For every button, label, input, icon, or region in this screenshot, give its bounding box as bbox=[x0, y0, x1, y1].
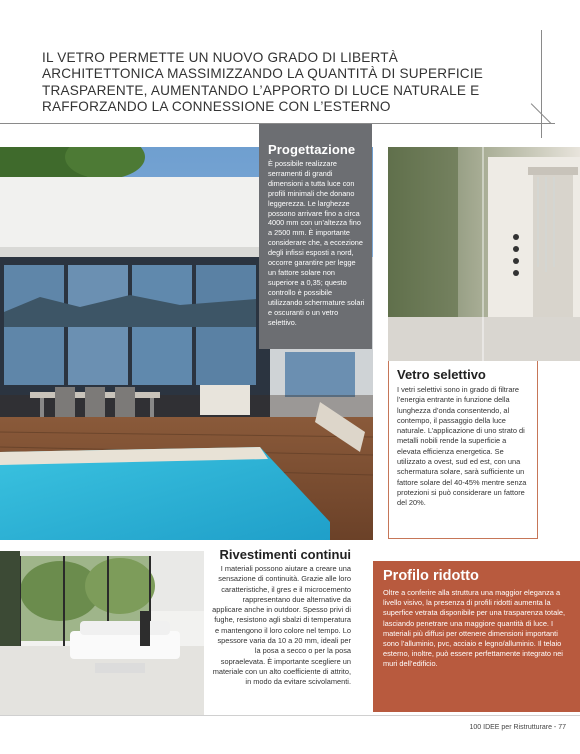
profilo-ridotto-box bbox=[373, 561, 580, 712]
page-headline: IL VETRO PERMETTE UN NUOVO GRADO DI LIBERTÀ ARCHITETTONICA MASSIMIZZANDO LA QUANTITÀ DI SUPERFICIE TRASPARENTE, AUMENTANDO L’APPORTO DI LUCE NATURALE E RAFFORZANDO LA CONNESSIONE CON L’ESTERNO bbox=[42, 50, 484, 115]
progettazione-title: Progettazione bbox=[268, 142, 356, 157]
header-vertical-rule bbox=[541, 30, 542, 138]
progettazione-box bbox=[259, 124, 372, 349]
vetro-selettivo-box bbox=[388, 361, 538, 539]
profilo-ridotto-title: Profilo ridotto bbox=[383, 568, 479, 584]
vetro-selettivo-title: Vetro selettivo bbox=[397, 367, 486, 382]
profilo-ridotto-body: Oltre a conferire alla struttura una maggior eleganza a livello visivo, la presenza di profili ridotti aumenta la superfice vetrata disponibile per una trasparenza totale, lasciando penetrare una maggiore quantità di luce. I materiali più diffusi per ottenere dimensioni importanti sono l’alluminio, pvc, acciaio e legno/alluminio. Il telaio esterno, inoltre, può essere perfettamente integrato nei muri dell’edificio. bbox=[383, 588, 566, 669]
progettazione-body: È possibile realizzare serramenti di grandi dimensioni a tutta luce con profili minimali che donano leggerezza. Le larghezze possono arrivare fino a circa 4000 mm con un’altezza fino a 2500 mm. È importante considerare che, a eccezione degli infissi esposti a nord, occorre garantire per legge un fattore solare non superiore a 0,35; questo controllo è possibile utilizzando schermature solari e oscuranti o un vetro selettivo. bbox=[268, 159, 365, 327]
rivestimenti-box bbox=[204, 541, 357, 715]
rivestimenti-title: Rivestimenti continui bbox=[219, 547, 351, 562]
footer-rule bbox=[0, 715, 580, 716]
rivestimenti-body: I materiali possono aiutare a creare una sensazione di continuità. Grazie alle loro caratteristiche, il gres e il microcemento rappresentano due alternative da applicare anche in outdoor. Spesso privi di fughe, resistono agli sbalzi di temperatura e mantengono il loro colore nel tempo. Lo spessore varia da 10 a 20 mm, ideali per la posa a secco o per la posa sopraelevata. È importante scegliere un materiale con un alto coefficiente di attrito, in modo da evitare scivolamenti. bbox=[212, 564, 351, 687]
vetro-selettivo-body: I vetri selettivi sono in grado di filtrare l’energia entrante in funzione della lunghezza d’onda consentendo, al contempo, il passaggio della luce naturale. L’applicazione di uno strato di metalli nobili rende la superficie a elevata efficienza energetica. Se utilizzato a ovest, sud ed est, con una schermatura solare, sarà sufficiente un fattore solare del 40-45% mentre senza protezioni si può considerare un fattore del 20%. bbox=[397, 385, 527, 508]
page-folio: 100 IDEE per Ristrutturare - 77 bbox=[469, 724, 566, 731]
photo-living-room bbox=[0, 551, 204, 716]
photo-glass-shower bbox=[388, 147, 580, 361]
